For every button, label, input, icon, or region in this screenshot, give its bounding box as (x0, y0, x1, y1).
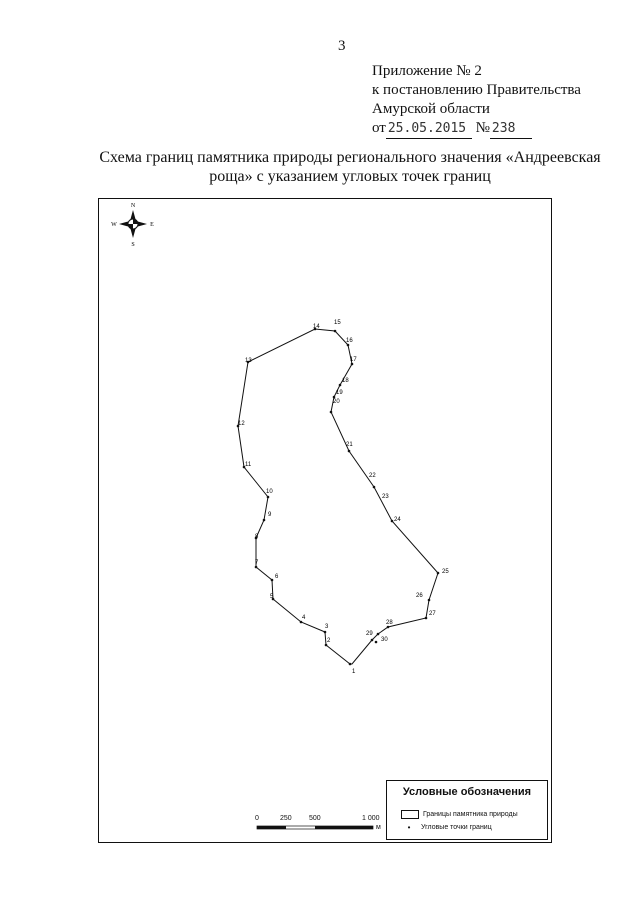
boundary-point-label-13: 13 (245, 358, 252, 364)
boundary-point-6 (271, 579, 274, 582)
page-number: 3 (338, 38, 346, 54)
boundary-point-4 (300, 621, 303, 624)
compass-s: S (131, 242, 135, 248)
boundary-point-30 (375, 641, 378, 644)
scale-tick-250: 250 (280, 815, 292, 822)
point-marker-icon: • (407, 823, 411, 832)
boundary-point-label-19: 19 (336, 390, 343, 396)
scale-tick-1000: 1 000 (362, 815, 380, 822)
boundary-point-label-22: 22 (369, 473, 376, 479)
boundary-point-label-4: 4 (302, 615, 306, 621)
boundary-point-label-29: 29 (366, 631, 373, 637)
legend-points-label: Угловые точки границ (421, 824, 492, 831)
boundary-point-15 (334, 330, 337, 333)
compass-e: E (150, 222, 154, 228)
scale-bar (257, 826, 373, 829)
boundary-point-label-12: 12 (238, 421, 245, 427)
boundary-point-17 (351, 363, 354, 366)
boundary-swatch-icon (401, 810, 419, 819)
legend-boundary-label: Границы памятника природы (423, 811, 518, 818)
boundary-point-label-26: 26 (416, 593, 423, 599)
boundary-point-label-20: 20 (333, 399, 340, 405)
boundary-point-16 (347, 344, 350, 347)
boundary-point-label-25: 25 (442, 569, 449, 575)
boundary-point-label-28: 28 (386, 620, 393, 626)
boundary-point-label-16: 16 (346, 338, 353, 344)
boundary-point-label-2: 2 (327, 638, 331, 644)
scale-tick-0: 0 (255, 815, 259, 822)
boundary-points (237, 320, 450, 675)
boundary-point-19 (333, 396, 336, 399)
legend-boundary-row (401, 810, 518, 819)
boundary-point-25 (428, 599, 431, 602)
boundary-point-27 (387, 626, 390, 629)
boundary-point-label-27: 27 (429, 611, 436, 617)
decree-date: 25.05.2015 (386, 119, 472, 139)
boundary-point-label-6: 6 (275, 574, 279, 580)
boundary-point-label-8: 8 (255, 534, 259, 540)
boundary-point-2 (325, 644, 328, 647)
boundary-point-label-3: 3 (325, 624, 329, 630)
title-line1: Схема границ памятника природы регионального значения «Андреевская (99, 149, 601, 166)
compass-w: W (111, 222, 117, 228)
boundary-point-1 (349, 663, 352, 666)
boundary-point-label-21: 21 (346, 442, 353, 448)
boundary-point-label-11: 11 (245, 462, 252, 468)
boundary-point-label-1: 1 (352, 669, 356, 675)
boundary-point-label-5: 5 (270, 594, 274, 600)
boundary-point-24 (437, 572, 440, 575)
boundary-point-label-23: 23 (382, 494, 389, 500)
boundary-point-10 (267, 496, 270, 499)
boundary-point-3 (324, 631, 327, 634)
boundary-point-22 (373, 486, 376, 489)
boundary-point-26 (425, 617, 428, 620)
boundary-point-7 (255, 566, 258, 569)
boundary-point-label-15: 15 (334, 320, 341, 326)
boundary-point-18 (339, 384, 342, 387)
appendix-line2: к постановлению Правительства (372, 82, 581, 98)
scale-tick-500: 500 (309, 815, 321, 822)
legend-points-row (401, 823, 492, 832)
boundary-point-29 (371, 639, 374, 642)
from-label: от (372, 120, 386, 136)
boundary-point-label-9: 9 (268, 512, 272, 518)
boundary-point-label-30: 30 (381, 637, 388, 643)
scale-unit: м (376, 824, 381, 831)
decree-number: 238 (490, 119, 532, 139)
boundary-point-20 (330, 411, 333, 414)
boundary-point-label-10: 10 (266, 489, 273, 495)
boundary-point-21 (348, 450, 351, 453)
compass-rose-icon (111, 203, 154, 248)
boundary-point-28 (377, 633, 380, 636)
appendix-line3: Амурской области (372, 101, 490, 117)
appendix-line1: Приложение № 2 (372, 63, 482, 79)
title-line2: роща» с указанием угловых точек границ (209, 168, 491, 185)
boundary-point-23 (391, 520, 394, 523)
boundary-point-label-18: 18 (342, 378, 349, 384)
boundary-point-9 (263, 519, 266, 522)
legend (386, 780, 548, 840)
boundary-point-label-17: 17 (350, 357, 357, 363)
legend-title: Условные обозначения (402, 786, 532, 798)
boundary-point-label-14: 14 (313, 324, 320, 330)
compass-n: N (130, 203, 136, 209)
number-label: № (475, 120, 490, 136)
boundary-point-label-7: 7 (255, 560, 259, 566)
boundary-point-label-24: 24 (394, 517, 401, 523)
